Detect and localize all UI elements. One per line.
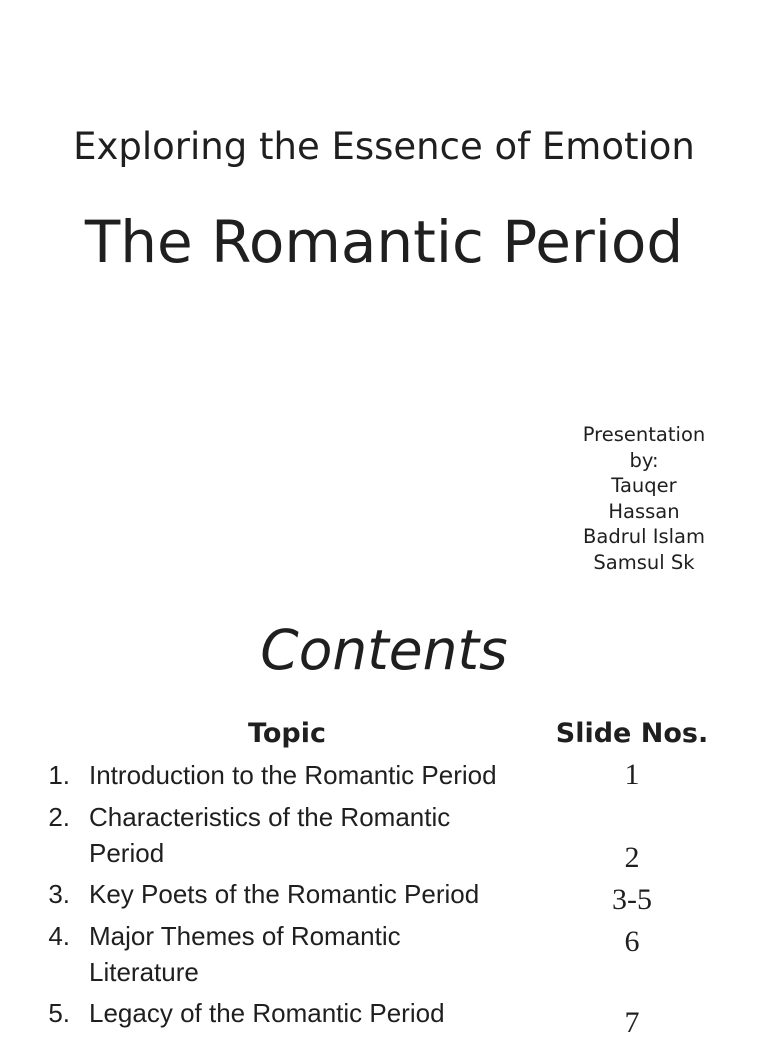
item-topic: Key Poets of the Romantic Period	[89, 879, 480, 909]
item-slide-number: 1	[624, 758, 640, 791]
item-number: 3.	[48, 879, 70, 909]
item-topic: Major Themes of Romantic Literature	[89, 921, 401, 987]
presenter-name: Badrul Islam	[583, 525, 705, 549]
item-topic: Introduction to the Romantic Period	[89, 760, 497, 790]
presenters-line: by:	[629, 448, 659, 472]
presenter-name: Tauqer	[611, 474, 677, 498]
item-slide-number: 2	[624, 841, 640, 874]
item-slide-number: 6	[624, 925, 640, 958]
slide-title: The Romantic Period	[84, 208, 684, 276]
topic-column-header: Topic	[248, 718, 326, 749]
item-topic: Legacy of the Romantic Period	[89, 998, 445, 1028]
presenter-name: Hassan	[608, 499, 680, 523]
item-number: 1.	[48, 760, 70, 790]
item-topic: Characteristics of the Romantic Period	[89, 802, 451, 868]
contents-title: Contents	[260, 618, 508, 682]
item-slide-number: 3-5	[612, 883, 652, 916]
presenters-line: Presentation	[582, 423, 706, 446]
slide-column-header: Slide Nos.	[555, 718, 709, 749]
item-number: 2.	[48, 802, 70, 832]
item-number: 5.	[48, 998, 70, 1028]
presenters-block	[572, 422, 716, 576]
item-slide-number: 7	[624, 1006, 640, 1039]
item-number: 4.	[48, 921, 70, 951]
presenter-name: Samsul Sk	[593, 550, 695, 574]
slide-subtitle: Exploring the Essence of Emotion	[73, 125, 695, 168]
